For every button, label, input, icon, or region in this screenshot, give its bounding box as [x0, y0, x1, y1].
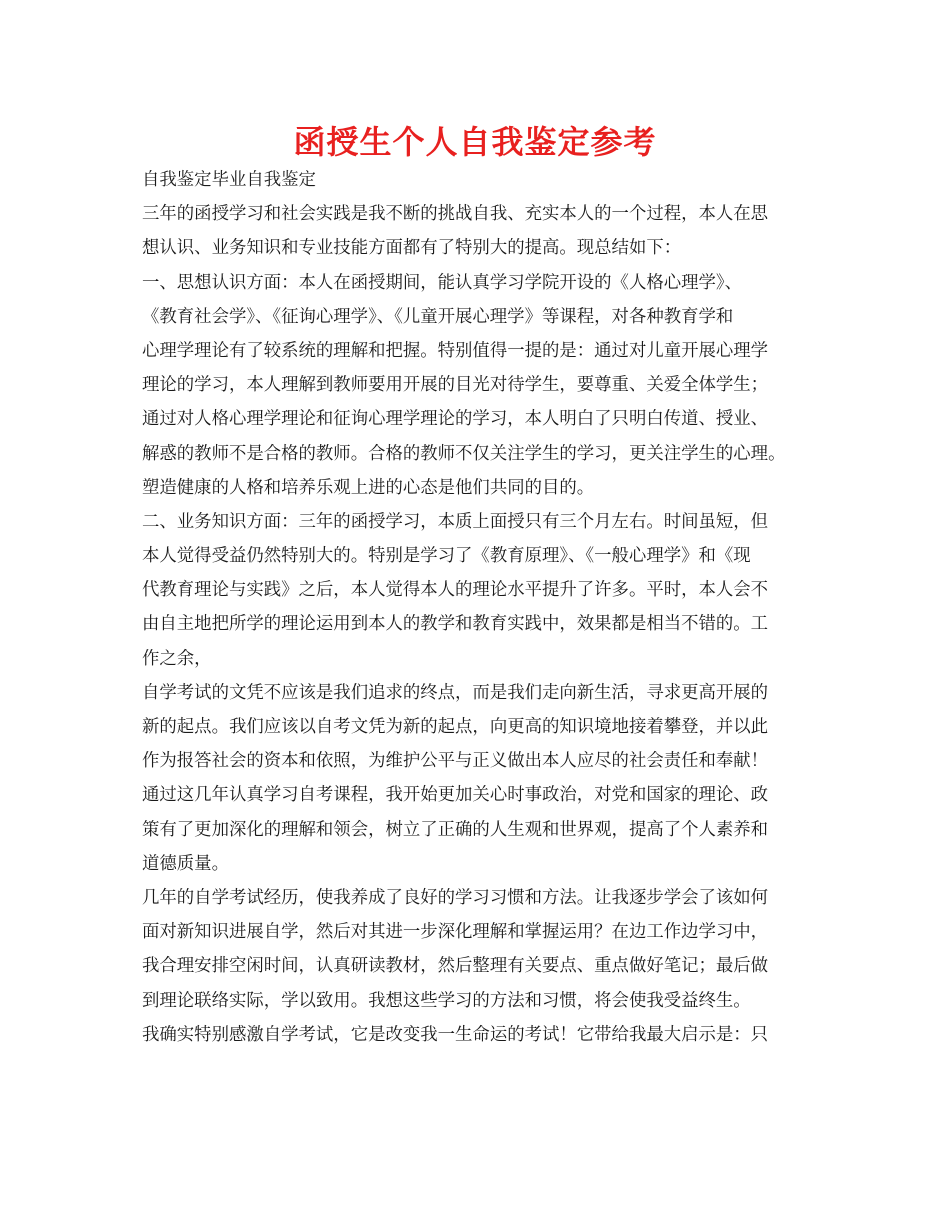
body-line: 几年的自学考试经历，使我养成了良好的学习习惯和方法。让我逐步学会了该如何 — [142, 887, 769, 908]
body-line: 通过这几年认真学习自考课程，我开始更加关心时事政治，对党和国家的理论、政 — [142, 785, 769, 806]
body-line: 一、思想认识方面：本人在函授期间，能认真学习学院开设的《人格心理学》、 — [142, 272, 742, 293]
body-line: 道德质量。 — [142, 853, 229, 874]
body-line: 自我鉴定毕业自我鉴定 — [142, 170, 316, 190]
body-line: 塑造健康的人格和培养乐观上进的心态是他们共同的目的。 — [142, 477, 595, 498]
body-line: 解惑的教师不是合格的教师。合格的教师不仅关注学生的学习，更关注学生的心理。 — [142, 443, 786, 464]
body-line: 作之余， — [142, 648, 212, 669]
document-body — [142, 163, 822, 1052]
body-line: 新的起点。我们应该以自考文凭为新的起点，向更高的知识境地接着攀登，并以此 — [142, 717, 769, 737]
body-line: 面对新知识进展自学，然后对其进一步深化理解和掌握运用？在边工作边学习中， — [142, 922, 769, 943]
body-line: 作为报答社会的资本和依照，为维护公平与正义做出本人应尽的社会责任和奉献！ — [142, 751, 769, 772]
body-line: 本人觉得受益仍然特别大的。特别是学习了《教育原理》、《一般心理学》和《现 — [142, 546, 751, 567]
body-line: 想认识、业务知识和专业技能方面都有了特别大的提高。现总结如下： — [142, 238, 682, 259]
body-line: 策有了更加深化的理解和领会，树立了正确的人生观和世界观，提高了个人素养和 — [142, 819, 769, 840]
body-line: 我确实特别感激自学考试，它是改变我一生命运的考试！它带给我最大启示是：只 — [142, 1024, 769, 1045]
body-line: 由自主地把所学的理论运用到本人的教学和教育实践中，效果都是相当不错的。工 — [142, 614, 769, 635]
body-line: 心理学理论有了较系统的理解和把握。特别值得一提的是：通过对儿童开展心理学 — [142, 340, 769, 361]
body-line: 三年的函授学习和社会实践是我不断的挑战自我、充实本人的一个过程，本人在思 — [142, 204, 769, 225]
body-line: 《教育社会学》、《征询心理学》、《儿童开展心理学》等课程，对各种教育学和 — [142, 306, 734, 327]
body-line: 自学考试的文凭不应该是我们追求的终点，而是我们走向新生活，寻求更高开展的 — [142, 682, 769, 703]
body-line: 代教育理论与实践》之后，本人觉得本人的理论水平提升了许多。平时，本人会不 — [142, 580, 769, 601]
document-title: 函授生个人自我鉴定参考 — [293, 123, 657, 161]
body-line: 二、业务知识方面：三年的函授学习，本质上面授只有三个月左右。时间虽短，但 — [142, 511, 769, 532]
body-line: 我合理安排空闲时间，认真研读教材，然后整理有关要点、重点做好笔记；最后做 — [142, 956, 769, 977]
body-line: 通过对人格心理学理论和征询心理学理论的学习，本人明白了只明白传道、授业、 — [142, 409, 769, 430]
body-line: 到理论联络实际，学以致用。我想这些学习的方法和习惯，将会使我受益终生。 — [142, 990, 751, 1011]
body-line: 理论的学习，本人理解到教师要用开展的目光对待学生，要尊重、关爱全体学生； — [142, 375, 769, 396]
